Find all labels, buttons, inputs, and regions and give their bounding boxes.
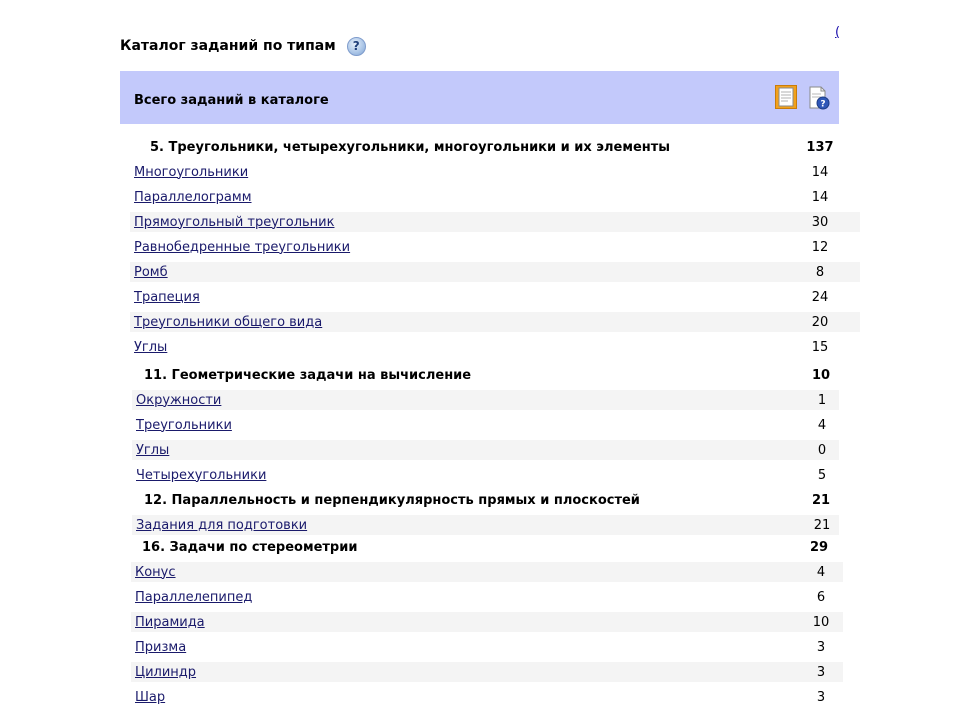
list-item <box>131 637 843 657</box>
category-title: 16. Задачи по стереометрии <box>142 539 358 555</box>
list-item-link[interactable]: Шар <box>135 689 166 705</box>
list-item-count: 4 <box>817 417 827 433</box>
document-help-icon[interactable] <box>808 86 830 110</box>
list-item-count: 3 <box>816 664 826 680</box>
list-item-count: 14 <box>811 189 829 205</box>
list-item <box>130 237 860 257</box>
document-icon[interactable] <box>775 85 797 109</box>
category-row <box>150 137 850 157</box>
list-item-count: 8 <box>815 264 825 280</box>
list-item <box>131 587 843 607</box>
category-title: 12. Параллельность и перпендикулярность прямых и плоскостей <box>144 492 640 508</box>
category-count: 21 <box>811 492 831 508</box>
list-item-link[interactable]: Цилиндр <box>135 664 197 680</box>
list-item <box>131 687 843 707</box>
list-item-link[interactable]: Четырехугольники <box>136 467 267 483</box>
list-item-count: 24 <box>811 289 829 305</box>
list-item-link[interactable]: Равнобедренные треугольники <box>134 239 351 255</box>
list-item-link[interactable]: Треугольники <box>136 417 232 433</box>
list-item <box>132 465 839 485</box>
category-title: 5. Треугольники, четырехугольники, многоугольники и их элементы <box>150 139 671 155</box>
list-item-link[interactable]: Прямоугольный треугольник <box>134 214 335 230</box>
svg-text:?: ? <box>820 99 826 110</box>
list-item <box>130 187 860 207</box>
list-item <box>131 662 843 682</box>
category-count: 29 <box>809 539 829 555</box>
list-item-count: 3 <box>816 689 826 705</box>
list-item-count: 30 <box>811 214 829 230</box>
help-icon[interactable]: ? <box>347 37 366 56</box>
list-item-count: 10 <box>812 614 830 630</box>
category-count: 10 <box>811 367 831 383</box>
list-item-link[interactable]: Пирамида <box>135 614 205 630</box>
list-item-link[interactable]: Углы <box>136 442 170 458</box>
page-title: Каталог заданий по типам <box>120 38 336 54</box>
category-title: 11. Геометрические задачи на вычисление <box>144 367 472 383</box>
list-item-count: 5 <box>817 467 827 483</box>
list-item-link[interactable]: Призма <box>135 639 187 655</box>
list-item-link[interactable]: Углы <box>134 339 168 355</box>
list-item-count: 0 <box>817 442 827 458</box>
list-item-link[interactable]: Параллелограмм <box>134 189 252 205</box>
list-item-link[interactable]: Конус <box>135 564 176 580</box>
top-right-link[interactable]: ( <box>835 25 841 40</box>
list-item-link[interactable]: Параллелепипед <box>135 589 253 605</box>
catalog-header-bar <box>120 71 839 124</box>
list-item-count: 14 <box>811 164 829 180</box>
list-item <box>131 612 843 632</box>
list-item-count: 3 <box>816 639 826 655</box>
list-item <box>132 415 839 435</box>
list-item-link[interactable]: Трапеция <box>134 289 200 305</box>
list-item-count: 6 <box>816 589 826 605</box>
category-row <box>142 537 842 557</box>
page-title-row <box>120 34 366 58</box>
category-row <box>144 365 844 385</box>
list-item-count: 12 <box>811 239 829 255</box>
list-item <box>130 262 860 282</box>
list-item <box>130 212 860 232</box>
list-item-count: 15 <box>811 339 829 355</box>
list-item-link[interactable]: Окружности <box>136 392 222 408</box>
list-item <box>130 312 860 332</box>
category-row <box>144 490 844 510</box>
list-item <box>131 562 843 582</box>
list-item-link[interactable]: Треугольники общего вида <box>134 314 323 330</box>
category-count: 137 <box>806 139 834 155</box>
catalog-total-label: Всего заданий в каталоге <box>134 93 329 108</box>
list-item-count: 1 <box>817 392 827 408</box>
list-item-link[interactable]: Многоугольники <box>134 164 249 180</box>
list-item <box>130 287 860 307</box>
list-item-link[interactable]: Ромб <box>134 264 168 280</box>
list-item <box>132 440 839 460</box>
list-item <box>132 515 839 535</box>
list-item <box>130 162 860 182</box>
list-item-count: 20 <box>811 314 829 330</box>
list-item-link[interactable]: Задания для подготовки <box>136 517 308 533</box>
list-item-count: 21 <box>813 517 831 533</box>
list-item <box>130 337 860 357</box>
list-item-count: 4 <box>816 564 826 580</box>
list-item <box>132 390 839 410</box>
